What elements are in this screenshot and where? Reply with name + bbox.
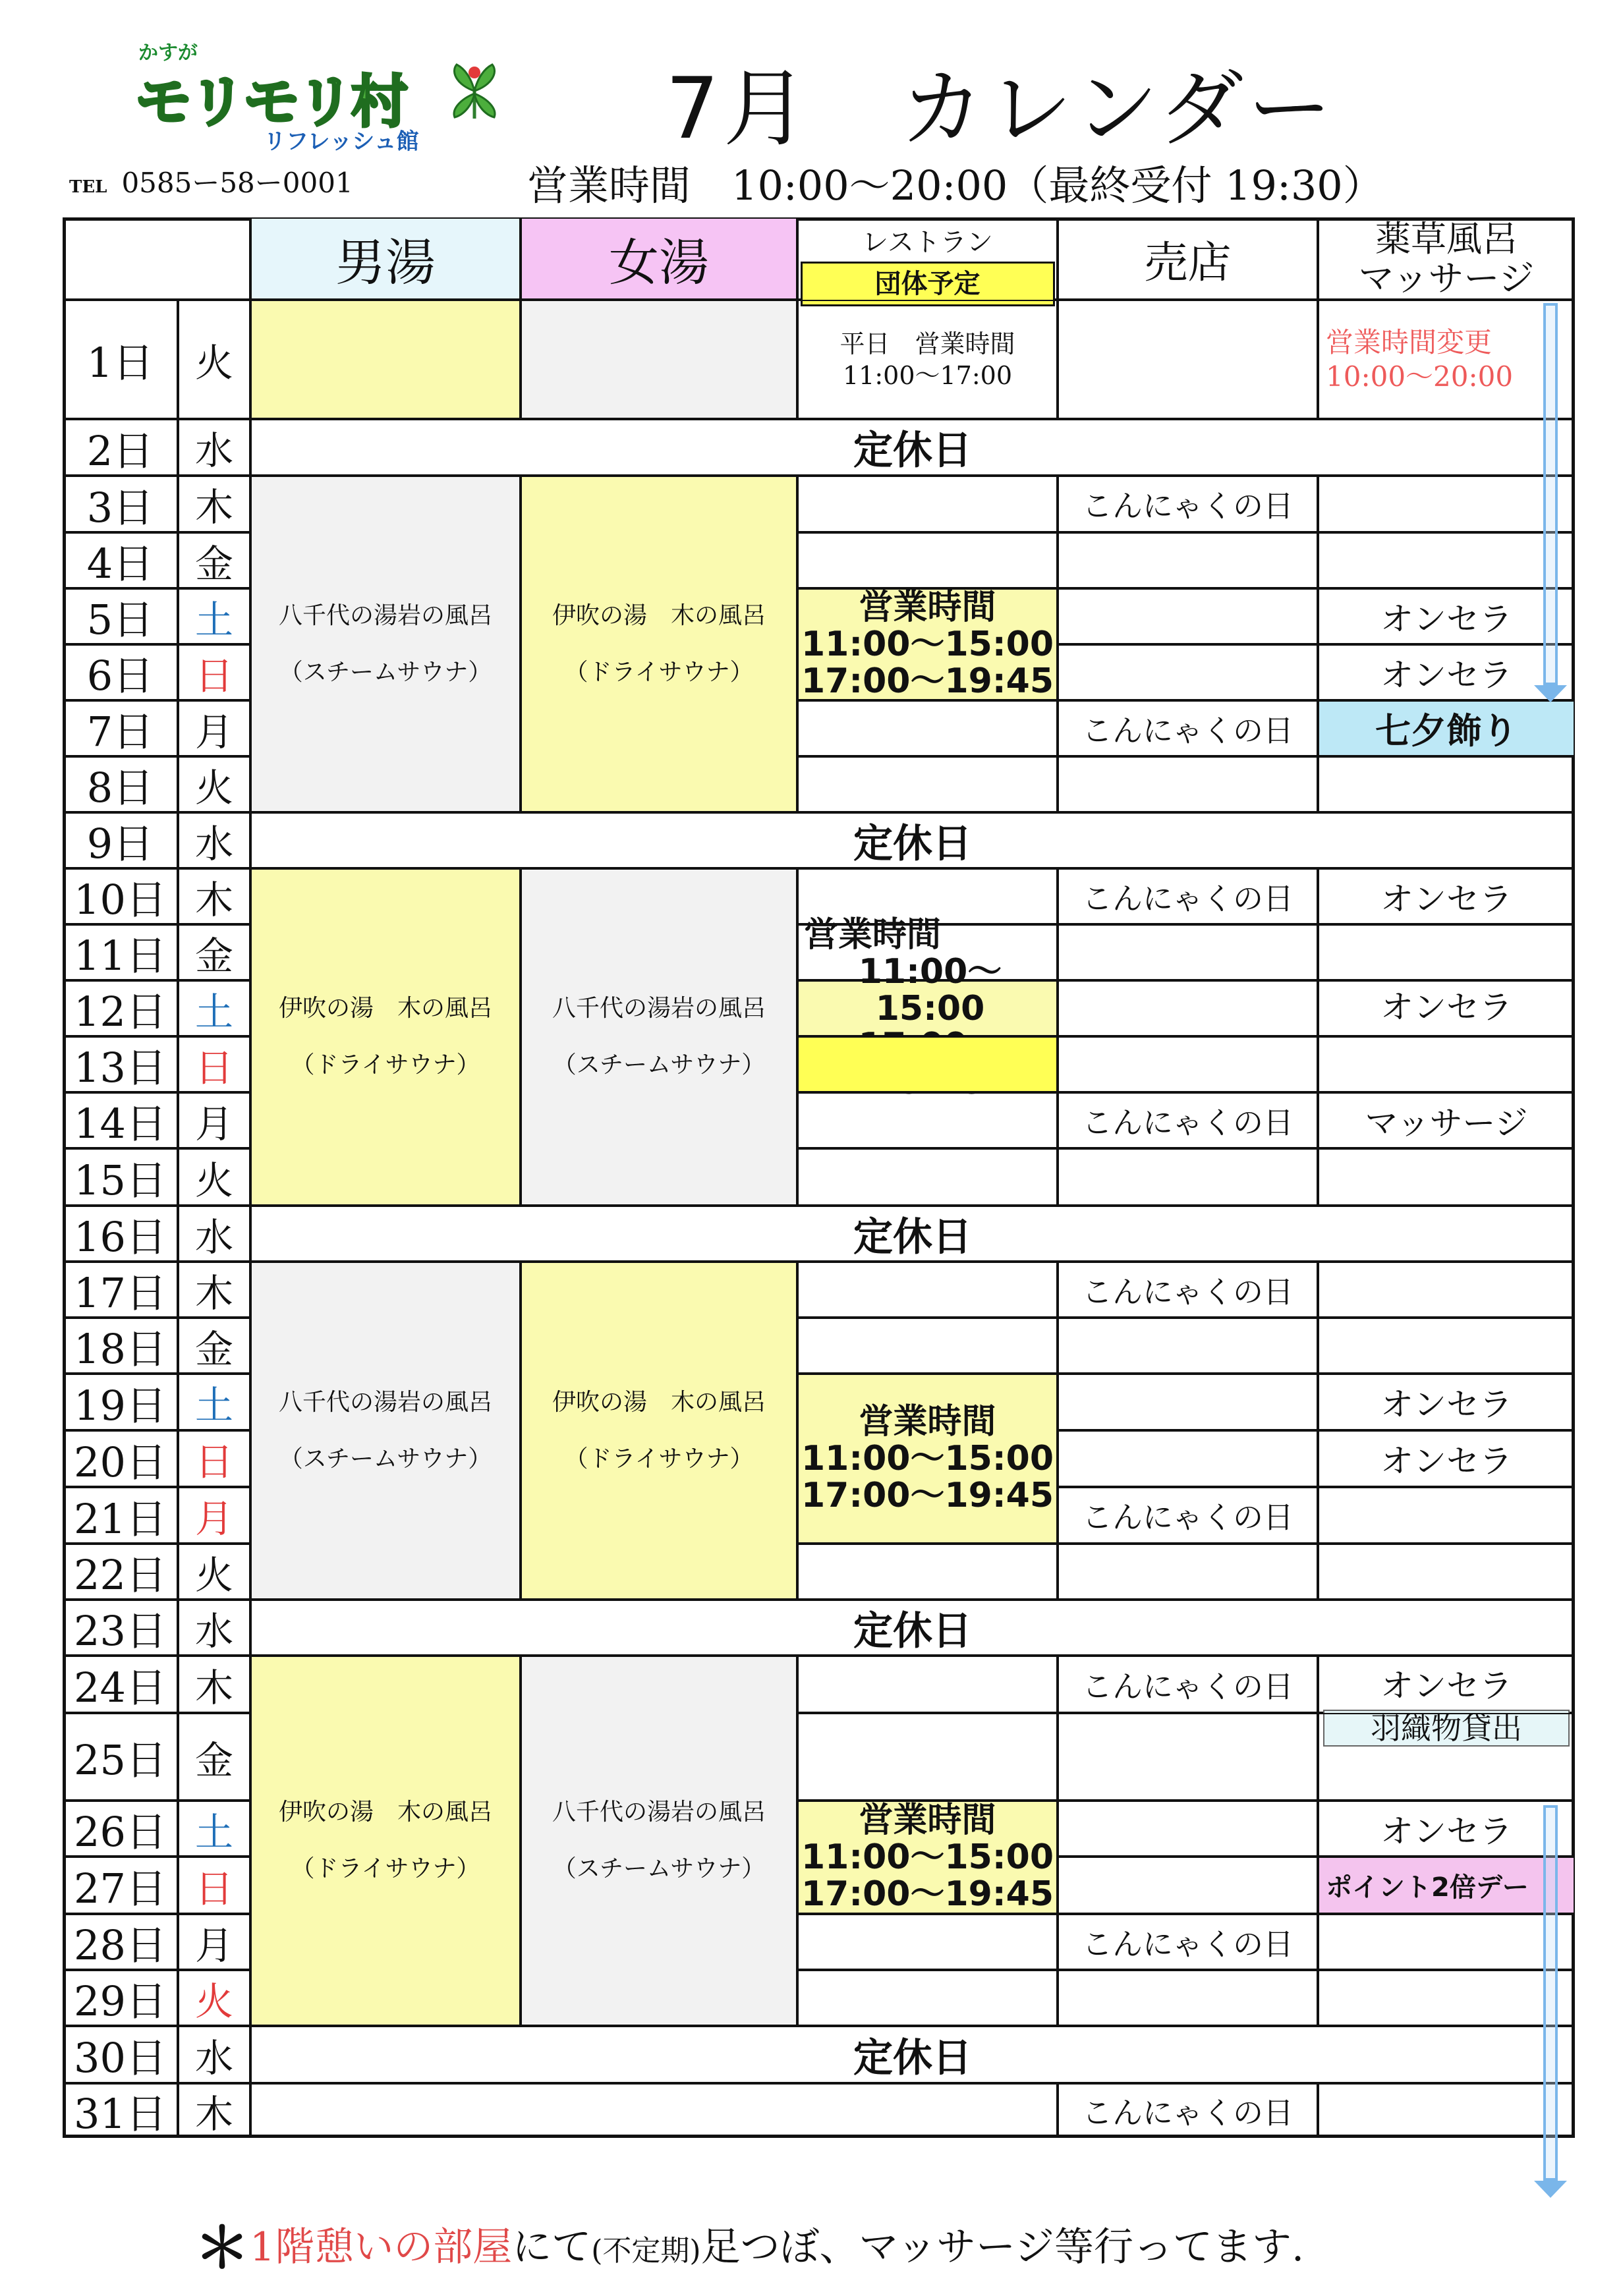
restaurant-cell [797,1262,1058,1318]
weekday-cell: 日 [178,1430,250,1487]
restaurant-hours-block [797,588,1058,700]
date-cell: 17日 [63,1262,178,1318]
restaurant-cell [797,532,1058,588]
shop-cell: こんにゃくの日 [1058,2083,1318,2138]
restaurant-cell [797,1092,1058,1148]
logo-sub-text: リフレッシュ館 [264,128,419,155]
date-cell: 8日 [63,756,178,812]
weekday-cell: 水 [178,1206,250,1262]
weekday-cell: 土 [178,1801,250,1857]
date-cell: 5日 [63,588,178,644]
date-cell: 14日 [63,1092,178,1148]
weekday-cell: 木 [178,1262,250,1318]
date-cell: 18日 [63,1318,178,1374]
date-cell: 11日 [63,924,178,980]
shop-cell [1058,1544,1318,1600]
bath-name: 伊吹の湯 木の風呂 [552,602,766,629]
date-cell: 9日 [63,812,178,868]
sauna-type: （スチームサウナ） [552,1855,766,1882]
herb-cell [1318,924,1575,980]
date-cell: 29日 [63,1970,178,2026]
weekday-cell: 火 [178,756,250,812]
restaurant-cell [797,1318,1058,1374]
shop-label: 売店 [1144,237,1232,288]
bath-block [521,1656,797,2026]
weekday-cell: 金 [178,532,250,588]
sauna-type: （スチームサウナ） [279,1445,492,1472]
herb-cell: オンセラ [1318,1430,1575,1487]
restaurant-cell [797,1036,1058,1092]
shop-cell [1058,1857,1318,1914]
logo-small-text: かすが [138,42,198,65]
closed-day-row: 定休日 [250,419,1575,476]
date-cell: 23日 [63,1600,178,1656]
date-cell: 24日 [63,1656,178,1713]
footer-note [194,2204,1304,2283]
shop-cell [1058,644,1318,700]
herb-cell [1318,1036,1575,1092]
date-cell: 12日 [63,980,178,1036]
weekday-cell: 土 [178,1374,250,1430]
herb-cell [1318,1713,1575,1801]
sauna-type: （ドライサウナ） [564,658,754,686]
date-cell: 2日 [63,419,178,476]
massage-label: マッサージ [1358,257,1535,299]
weekday-cell: 水 [178,419,250,476]
closed-day-row: 定休日 [250,812,1575,868]
weekday-cell: 金 [178,1318,250,1374]
weekday-cell: 日 [178,644,250,700]
herb-cell: オンセラ [1318,980,1575,1036]
hours-change-label: 営業時間変更 [1326,325,1493,358]
restaurant-cell [797,756,1058,812]
shop-cell [1058,300,1318,419]
bath-block [250,476,521,812]
business-hours: 営業時間 10:00〜20:00（最終受付 19:30） [527,161,1384,210]
restaurant-cell [797,300,1058,419]
bath-name: 八千代の湯岩の風呂 [278,602,492,629]
bath-name: 八千代の湯岩の風呂 [552,1799,766,1826]
herb-cell [1318,1970,1575,2026]
date-cell: 20日 [63,1430,178,1487]
sauna-type: （ドライサウナ） [564,1445,754,1472]
shop-cell: こんにゃくの日 [1058,868,1318,924]
restaurant-hours-block [797,1374,1058,1544]
men-bath-cell [250,300,521,419]
sauna-type: （ドライサウナ） [291,1051,480,1078]
header-men [250,217,521,300]
closed-day-row: 定休日 [250,1206,1575,1262]
weekday-hours-value: 11:00〜17:00 [842,360,1013,390]
sauna-type: （スチームサウナ） [552,1051,766,1078]
arrow-head [1534,2181,1567,2198]
shop-cell: こんにゃくの日 [1058,1656,1318,1713]
tanabata-cell: 七夕飾り [1318,700,1575,756]
date-cell: 15日 [63,1148,178,1206]
shop-cell [1058,980,1318,1036]
shop-cell [1058,1713,1318,1801]
weekday-cell: 木 [178,476,250,532]
herb-cell [1318,1318,1575,1374]
shop-cell [1058,1036,1318,1092]
blank-cell [250,2083,1058,2138]
weekday-cell: 木 [178,2083,250,2138]
restaurant-hours-lunch: 11:00〜15:00 [801,1439,1054,1478]
tel-mark: TEL [69,177,107,197]
women-bath-cell [521,300,797,419]
bath-name: 伊吹の湯 木の風呂 [278,1799,492,1826]
herb-cell: オンセラ [1318,588,1575,644]
shop-cell [1058,1970,1318,2026]
onsera-label: オンセラ [1380,1667,1512,1705]
herb-cell [1318,1148,1575,1206]
bath-block [521,1262,797,1600]
bath-block [521,868,797,1206]
shop-cell [1058,532,1318,588]
weekday-cell: 月 [178,700,250,756]
weekday-cell: 金 [178,1713,250,1801]
date-cell: 25日 [63,1713,178,1801]
shop-cell: こんにゃくの日 [1058,1487,1318,1544]
weekday-cell: 木 [178,868,250,924]
weekday-cell: 木 [178,1656,250,1713]
restaurant-hours-label: 営業時間 [859,1402,996,1442]
bath-block [521,476,797,812]
haori-rental-label: 羽織物貸出 [1323,1710,1570,1747]
restaurant-hours-lunch: 11:00〜15:00 [801,1837,1054,1877]
herb-cell [1318,1544,1575,1600]
herb-cell [1318,1914,1575,1970]
shop-cell [1058,1801,1318,1857]
women-bath-label: 女湯 [609,233,709,292]
shop-cell: こんにゃくの日 [1058,476,1318,532]
sauna-type: （スチームサウナ） [279,658,492,686]
date-cell: 7日 [63,700,178,756]
herb-cell: オンセラ [1318,1801,1575,1857]
tel-number: 0585ー58ー0001 [121,167,353,199]
herb-cell [1318,1487,1575,1544]
weekday-cell: 土 [178,588,250,644]
bath-block [250,1656,521,2026]
restaurant-cell [797,1914,1058,1970]
arrow-head [1534,685,1567,702]
herb-cell [1318,532,1575,588]
restaurant-cell [797,476,1058,532]
down-arrow-icon [1543,303,1558,685]
footer-star: ＊ [194,2215,250,2280]
shop-cell [1058,588,1318,644]
weekday-cell: 火 [178,1970,250,2026]
date-cell: 22日 [63,1544,178,1600]
header-blank [63,217,250,300]
weekday-cell: 日 [178,1036,250,1092]
date-cell: 19日 [63,1374,178,1430]
shop-cell [1058,1374,1318,1430]
restaurant-hours-lunch: 11:00〜15:00 [858,951,1002,1028]
footer-text-a: にて [512,2224,592,2270]
date-cell: 16日 [63,1206,178,1262]
herb-cell: オンセラ [1318,644,1575,700]
herb-bath-label: 薬草風呂 [1375,217,1518,260]
restaurant-hours-dinner: 17:00〜19:45 [801,661,1054,701]
footer-text-b: (不定期) [591,2234,701,2268]
date-cell: 28日 [63,1914,178,1970]
date-cell: 30日 [63,2026,178,2083]
date-cell: 21日 [63,1487,178,1544]
herb-cell [1318,300,1575,419]
restaurant-cell [797,700,1058,756]
weekday-cell: 火 [178,1148,250,1206]
restaurant-cell [797,1656,1058,1713]
herb-cell: オンセラ [1318,1374,1575,1430]
header-herb [1318,217,1575,300]
restaurant-cell [797,1970,1058,2026]
bath-block [250,1262,521,1600]
date-cell: 3日 [63,476,178,532]
bath-name: 八千代の湯岩の風呂 [278,1388,492,1416]
point-day-cell: ポイント2倍デー [1318,1857,1575,1914]
restaurant-hours-label: 営業時間 [859,1801,996,1840]
shop-cell: こんにゃくの日 [1058,1262,1318,1318]
herb-cell [1318,2083,1575,2138]
header-women [521,217,797,300]
group-booking-label: 団体予定 [801,262,1055,306]
shop-cell: こんにゃくの日 [1058,1914,1318,1970]
bath-name: 八千代の湯岩の風呂 [552,995,766,1022]
shop-cell: こんにゃくの日 [1058,1092,1318,1148]
bath-name: 伊吹の湯 木の風呂 [552,1388,766,1416]
weekday-cell: 水 [178,812,250,868]
restaurant-label: レストラン [862,227,993,258]
down-arrow-icon [1543,1805,1558,2181]
restaurant-cell [797,1713,1058,1801]
weekday-cell: 土 [178,980,250,1036]
herb-cell: マッサージ [1318,1092,1575,1148]
date-cell: 31日 [63,2083,178,2138]
header-restaurant [797,217,1058,300]
restaurant-hours-dinner: 17:00〜19:45 [801,1874,1054,1914]
shop-cell [1058,1318,1318,1374]
closed-day-row: 定休日 [250,2026,1575,2083]
hours-change-value: 10:00〜20:00 [1326,360,1514,393]
footer-text-c: 足つぼ、マッサージ等行ってます. [700,2224,1305,2270]
restaurant-hours-lunch: 11:00〜15:00 [801,625,1054,664]
header-shop [1058,217,1318,300]
men-bath-label: 男湯 [335,233,436,292]
bath-name: 伊吹の湯 木の風呂 [278,995,492,1022]
bath-block [250,868,521,1206]
date-cell: 13日 [63,1036,178,1092]
date-cell: 4日 [63,532,178,588]
herb-cell: オンセラ [1318,868,1575,924]
date-cell: 10日 [63,868,178,924]
shop-cell [1058,1148,1318,1206]
logo-main-text: モリモリ村 [135,69,405,135]
weekday-cell: 水 [178,1600,250,1656]
herb-cell [1318,756,1575,812]
date-cell: 26日 [63,1801,178,1857]
weekday-cell: 月 [178,1914,250,1970]
restaurant-hours-label: 営業時間 [804,914,942,955]
restaurant-hours-dinner: 17:00〜19:45 [801,1476,1054,1515]
herb-cell [1318,1262,1575,1318]
shop-cell: こんにゃくの日 [1058,700,1318,756]
sauna-type: （ドライサウナ） [291,1855,480,1882]
date-cell: 27日 [63,1857,178,1914]
page-title: 7月 カレンダー [666,60,1336,158]
date-cell: 6日 [63,644,178,700]
date-cell: 1日 [63,300,178,419]
weekday-hours-label: 平日 営業時間 [839,329,1015,358]
restaurant-cell [797,1148,1058,1206]
weekday-cell: 金 [178,924,250,980]
weekday-cell: 月 [178,1092,250,1148]
weekday-cell: 水 [178,2026,250,2083]
restaurant-hours-block [797,1801,1058,1914]
weekday-cell: 月 [178,1487,250,1544]
herb-cell [1318,1656,1575,1746]
restaurant-cell [797,1544,1058,1600]
footer-place: 1階憩いの部屋 [250,2224,513,2270]
weekday-cell: 火 [178,1544,250,1600]
shop-cell [1058,1430,1318,1487]
restaurant-hours-block [797,914,1058,1036]
shop-cell [1058,756,1318,812]
weekday-cell: 火 [178,300,250,419]
shop-cell [1058,924,1318,980]
weekday-cell: 日 [178,1857,250,1914]
closed-day-row: 定休日 [250,1600,1575,1656]
herb-cell [1318,476,1575,532]
restaurant-hours-label: 営業時間 [859,588,996,627]
